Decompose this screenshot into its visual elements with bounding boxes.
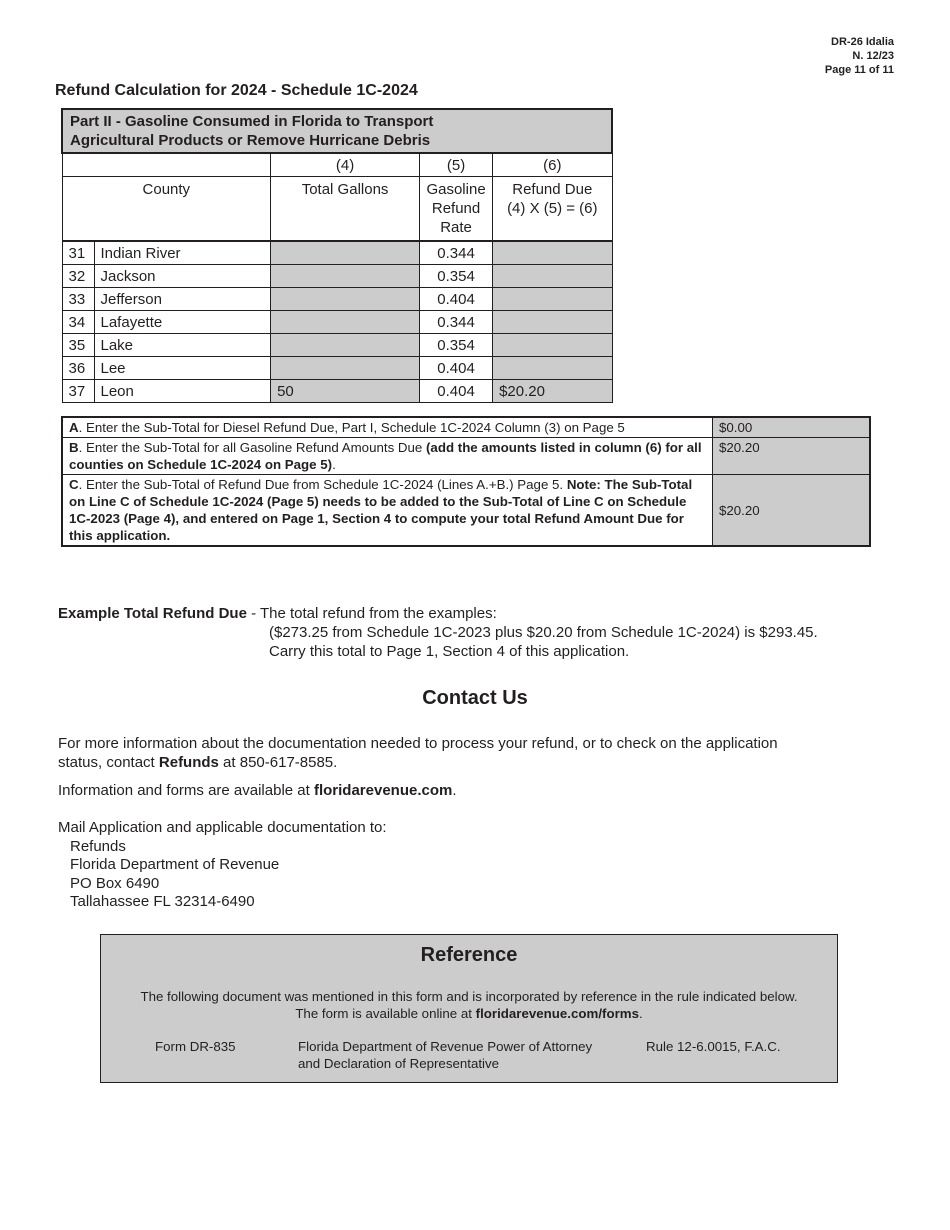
table-row (62, 311, 612, 334)
line-a-text: A. Enter the Sub-Total for Diesel Refund Due, Part I, Schedule 1C-2024 Column (3) on Page 5 (62, 417, 713, 438)
reference-description: The following document was mentioned in this form and is incorporated by reference in the rule indicated below. The form is available online at floridarevenue.com/forms. (140, 989, 798, 1021)
example-total-refund: Example Total Refund Due - The total refund from the examples: ($273.25 from Schedule 1C-2023 plus $20.20 from Schedule 1C-2024) is $293.45. Carry this total to Page 1, Section 4 of this application. (58, 605, 818, 660)
refund-rate: 0.344 (420, 311, 493, 334)
line-a-value[interactable]: $0.00 (713, 417, 871, 438)
example-line2: ($273.25 from Schedule 1C-2023 plus $20.20 from Schedule 1C-2024) is $293.45. (269, 624, 818, 641)
total-gallons-input[interactable] (271, 334, 420, 357)
table-row (62, 380, 612, 403)
refund-due-input[interactable] (493, 334, 612, 357)
refund-rate: 0.354 (420, 265, 493, 288)
form-identifier (825, 35, 894, 77)
page-number: Page 11 of 11 (824, 64, 894, 76)
county-name: Lee (94, 357, 271, 380)
total-gallons-input[interactable] (271, 357, 420, 380)
table-row (62, 334, 612, 357)
total-gallons-input[interactable] (271, 241, 420, 265)
contact-paragraph: For more information about the documentation needed to process your refund, or to check on the application status, contact Refunds at 850-617-8585. (58, 735, 778, 771)
line-c-value[interactable]: $20.20 (713, 475, 871, 547)
total-gallons-input[interactable]: 50 (271, 380, 420, 403)
reference-form: Form DR-835 (155, 1039, 236, 1054)
reference-form-description: Florida Department of Revenue Power of Attorney and Declaration of Representative (298, 1039, 593, 1071)
line-c-text: C. Enter the Sub-Total of Refund Due from Schedule 1C-2024 (Lines A.+B.) Page 5. Note: The Sub-Total on Line C of Schedule 1C-2024 (Page 5) needs to be added to the Sub-Total of Line C on Schedule 1C-2023 (Page 4), and entered on Page 1, Section 4 to compute your total Refund Amount Due for this application. (62, 475, 713, 547)
part2-table (61, 108, 613, 403)
forms-link[interactable]: floridarevenue.com/forms (475, 1006, 639, 1021)
refund-rate: 0.404 (420, 288, 493, 311)
page-title: Refund Calculation for 2024 - Schedule 1C-2024 (55, 82, 418, 99)
address-line: Refunds (70, 838, 126, 855)
refund-due-input[interactable] (493, 288, 612, 311)
refund-rate: 0.344 (420, 241, 493, 265)
address-line: Florida Department of Revenue (70, 856, 280, 873)
col-number-5: (5) (420, 153, 493, 177)
county-number: 32 (62, 265, 94, 288)
website-link[interactable]: floridarevenue.com (313, 782, 453, 799)
mail-intro: Mail Application and applicable documentation to: (58, 819, 387, 836)
address-line: PO Box 6490 (70, 875, 160, 892)
col-header-county: County (62, 177, 271, 242)
refund-rate: 0.354 (420, 334, 493, 357)
county-number: 33 (62, 288, 94, 311)
total-gallons-input[interactable] (271, 311, 420, 334)
refund-due-input[interactable]: $20.20 (493, 380, 612, 403)
form-number: DR-26 Idalia (831, 36, 894, 48)
col-header-total-gallons: Total Gallons (271, 177, 420, 242)
line-b-text: B. Enter the Sub-Total for all Gasoline Refund Amounts Due (add the amounts listed in column (6) for all counties on Schedule 1C-2024 on Page 5). (62, 438, 713, 475)
line-b-value[interactable]: $20.20 (713, 438, 871, 475)
example-label: Example Total Refund Due (58, 605, 247, 622)
address-line: Tallahassee FL 32314-6490 (70, 893, 255, 910)
refund-due-input[interactable] (493, 241, 612, 265)
col-number-4: (4) (271, 153, 420, 177)
refund-due-input[interactable] (493, 311, 612, 334)
contact-title: Contact Us (422, 687, 528, 709)
table-row (62, 241, 612, 265)
refund-due-input[interactable] (493, 357, 612, 380)
refund-rate: 0.404 (420, 380, 493, 403)
reference-title: Reference (420, 944, 518, 966)
county-number: 34 (62, 311, 94, 334)
summary-table (61, 416, 871, 547)
total-gallons-input[interactable] (271, 265, 420, 288)
form-revision: N. 12/23 (852, 50, 894, 62)
col-number-6: (6) (493, 153, 612, 177)
reference-box (100, 934, 838, 1083)
county-number: 31 (62, 241, 94, 265)
reference-rule: Rule 12-6.0015, F.A.C. (646, 1039, 781, 1054)
refunds-label: Refunds (158, 754, 219, 771)
county-name: Jefferson (94, 288, 271, 311)
county-name: Lake (94, 334, 271, 357)
col-header-refund-due: Refund Due (4) X (5) = (6) (493, 177, 612, 242)
county-name: Leon (94, 380, 271, 403)
county-number: 35 (62, 334, 94, 357)
col-header-rate: Gasoline Refund Rate (420, 177, 493, 242)
county-number: 36 (62, 357, 94, 380)
county-number: 37 (62, 380, 94, 403)
table-row (62, 265, 612, 288)
refund-due-input[interactable] (493, 265, 612, 288)
county-name: Lafayette (94, 311, 271, 334)
refund-rate: 0.404 (420, 357, 493, 380)
example-line3: Carry this total to Page 1, Section 4 of this application. (269, 643, 630, 660)
county-name: Indian River (94, 241, 271, 265)
table-row (62, 288, 612, 311)
total-gallons-input[interactable] (271, 288, 420, 311)
part2-title: Part II - Gasoline Consumed in Florida to Transport Agricultural Products or Remove Hurricane Debris (62, 109, 612, 153)
county-name: Jackson (94, 265, 271, 288)
table-row (62, 357, 612, 380)
info-paragraph: Information and forms are available at floridarevenue.com. (58, 782, 457, 799)
